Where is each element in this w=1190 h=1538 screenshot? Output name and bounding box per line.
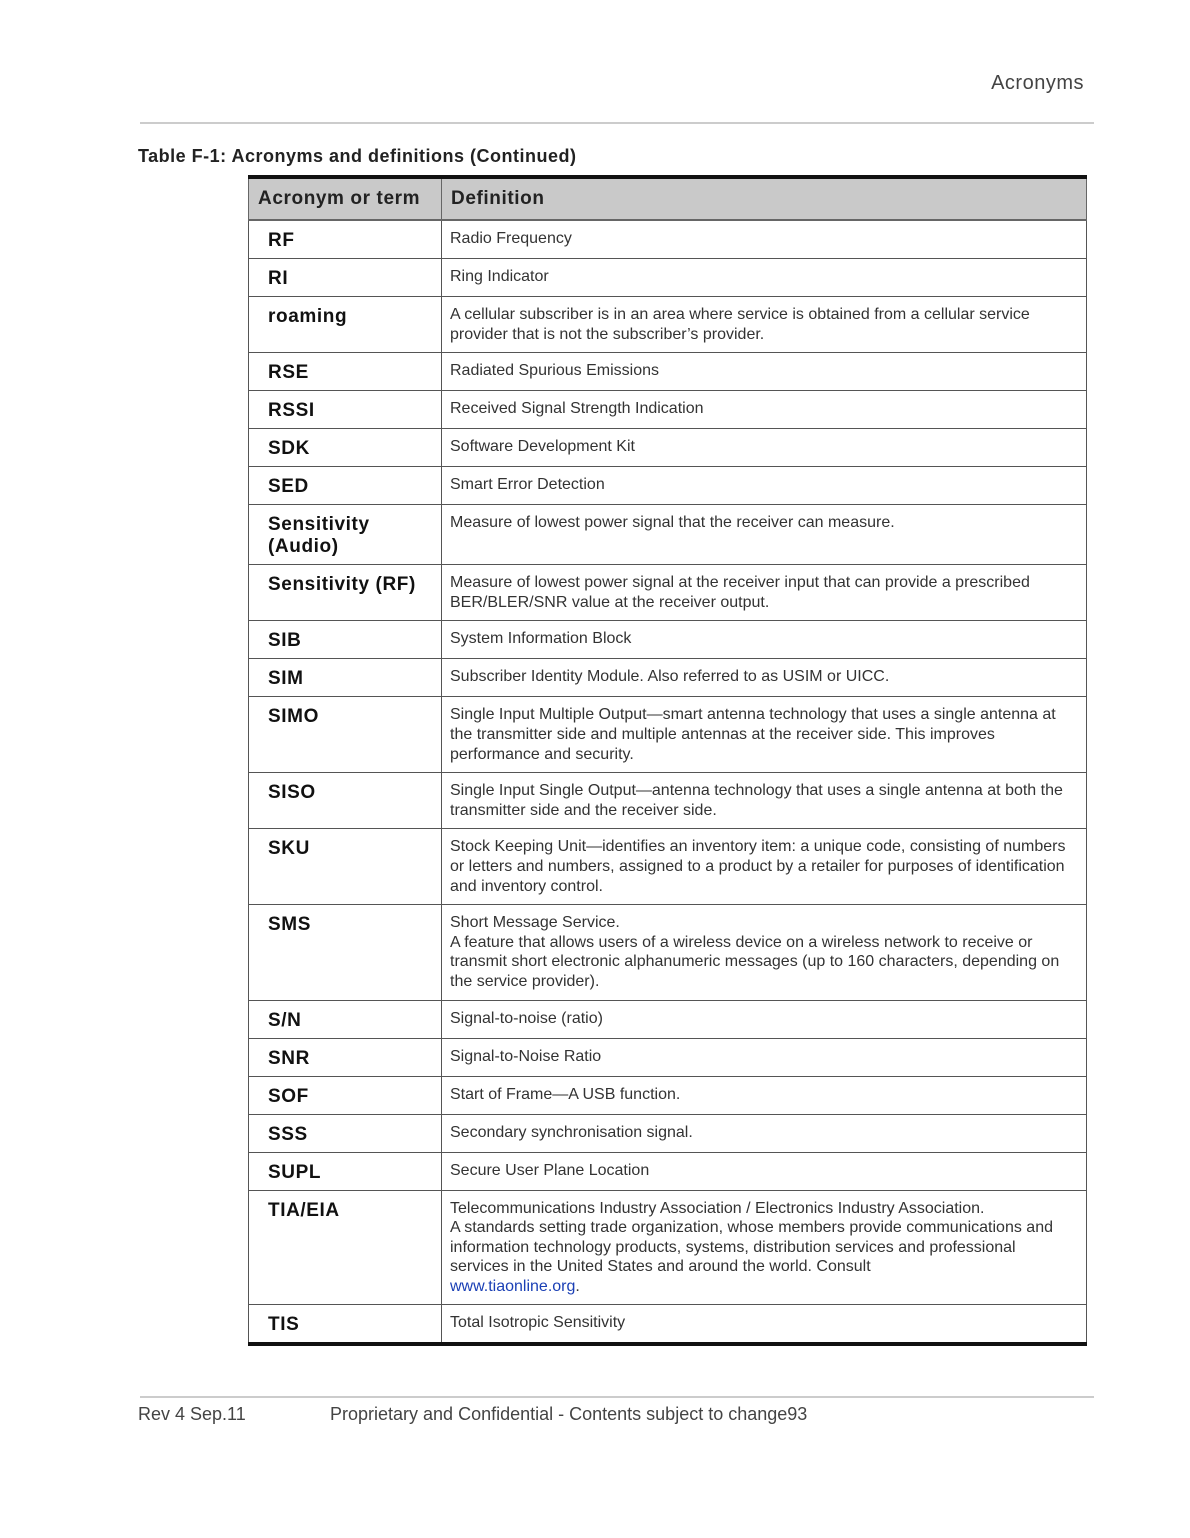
definition-text: Single Input Multiple Output—smart antenna technology that uses a single antenna at the transmitter side and multiple antennas at the receiver side. This improves performance and security. xyxy=(450,706,1056,763)
definition-text: Signal-to-noise (ratio) xyxy=(450,1009,603,1027)
table-row xyxy=(249,1114,1087,1152)
definition-text: Start of Frame—A USB function. xyxy=(450,1085,681,1103)
acronym-term: SNR xyxy=(249,1038,442,1076)
table-row xyxy=(249,1076,1087,1114)
acronym-term: SISO xyxy=(249,773,442,829)
definition-text: Stock Keeping Unit—identifies an inventory item: a unique code, consisting of numbers or letters and numbers, assigned to a product by a retailer for purposes of identification and inventory control. xyxy=(450,838,1066,895)
footer-divider xyxy=(140,1396,1094,1398)
acronym-definition xyxy=(442,621,1087,659)
footer-revision: Rev 4 Sep.11 xyxy=(138,1404,246,1424)
acronym-term: RI xyxy=(249,259,442,297)
acronym-definition xyxy=(442,1190,1087,1305)
definition-text: Received Signal Strength Indication xyxy=(450,400,704,418)
table-row xyxy=(249,1305,1087,1345)
acronym-term: SIM xyxy=(249,659,442,697)
acronym-definition xyxy=(442,1000,1087,1038)
acronym-definition xyxy=(442,1076,1087,1114)
acronym-definition xyxy=(442,259,1087,297)
acronym-definition xyxy=(442,1152,1087,1190)
definition-text: Short Message Service. xyxy=(450,914,620,932)
definition-text: Radio Frequency xyxy=(450,230,572,247)
acronym-definition xyxy=(442,505,1087,565)
acronym-definition xyxy=(442,353,1087,391)
definition-text: Software Development Kit xyxy=(450,438,635,456)
definition-text: Secure User Plane Location xyxy=(450,1161,650,1179)
definition-text: Subscriber Identity Module. Also referred to as USIM or UICC. xyxy=(450,668,890,686)
footer-notice: Proprietary and Confidential - Contents subject to change93 xyxy=(330,1404,808,1424)
acronym-definition xyxy=(442,297,1087,353)
acronym-term: TIS xyxy=(249,1305,442,1345)
table-row xyxy=(249,429,1087,467)
acronym-term: SSS xyxy=(249,1114,442,1152)
definition-text: Secondary synchronisation signal. xyxy=(450,1123,693,1141)
acronym-definition xyxy=(442,467,1087,505)
table-row xyxy=(249,1000,1087,1038)
acronym-term: Sensitivity (RF) xyxy=(249,565,442,621)
header-divider xyxy=(140,122,1094,124)
table-row xyxy=(249,353,1087,391)
acronym-definition xyxy=(442,220,1087,259)
table-caption: Table F-1: Acronyms and definitions (Continued) xyxy=(138,146,577,166)
table-row xyxy=(249,259,1087,297)
acronym-term: RSSI xyxy=(249,391,442,429)
table-row xyxy=(249,621,1087,659)
definition-text: A standards setting trade organization, whose members provide communications and information technology products, systems, distribution services and professional services in the United States and around the world. Consult xyxy=(450,1219,1053,1276)
table-row xyxy=(249,297,1087,353)
table-row xyxy=(249,1038,1087,1076)
acronym-definition xyxy=(442,1305,1087,1345)
acronym-definition xyxy=(442,697,1087,773)
tiaonline-link[interactable]: www.tiaonline.org xyxy=(450,1277,576,1295)
table-row xyxy=(249,697,1087,773)
acronym-term: SIMO xyxy=(249,697,442,773)
acronym-term: SUPL xyxy=(249,1152,442,1190)
acronym-definition xyxy=(442,829,1087,905)
table-row xyxy=(249,565,1087,621)
acronym-term: SKU xyxy=(249,829,442,905)
acronym-definition xyxy=(442,905,1087,1000)
definition-text: Ring Indicator xyxy=(450,268,549,285)
table-row xyxy=(249,391,1087,429)
acronym-term: TIA/EIA xyxy=(249,1190,442,1305)
definition-text: Radiated Spurious Emissions xyxy=(450,362,659,380)
column-header-term: Acronym or term xyxy=(249,177,442,220)
acronym-term: SIB xyxy=(249,621,442,659)
acronym-definition xyxy=(442,659,1087,697)
table-body xyxy=(249,220,1087,1344)
table-row xyxy=(249,220,1087,259)
acronym-term: S/N xyxy=(249,1000,442,1038)
column-header-definition: Definition xyxy=(442,177,1087,220)
acronym-term: RF xyxy=(249,220,442,259)
table-row xyxy=(249,773,1087,829)
table-header-row xyxy=(249,177,1087,220)
acronym-definition xyxy=(442,565,1087,621)
table-row xyxy=(249,1152,1087,1190)
acronyms-table-container xyxy=(248,175,1086,1346)
table-row xyxy=(249,659,1087,697)
definition-text: Signal-to-Noise Ratio xyxy=(450,1047,602,1065)
acronym-definition xyxy=(442,773,1087,829)
acronym-definition xyxy=(442,391,1087,429)
acronym-term: Sensitivity (Audio) xyxy=(249,505,442,565)
acronym-term: SMS xyxy=(249,905,442,1000)
definition-text: System Information Block xyxy=(450,630,632,648)
table-row xyxy=(249,905,1087,1000)
table-row xyxy=(249,829,1087,905)
definition-text: A feature that allows users of a wireless device on a wireless network to receive or transmit short electronic alphanumeric messages (up to 160 characters, depending on the service provider). xyxy=(450,933,1060,990)
link-suffix: . xyxy=(575,1277,580,1295)
definition-text: A cellular subscriber is in an area where service is obtained from a cellular service provider that is not the subscriber’s provider. xyxy=(450,306,1030,343)
definition-text: Single Input Single Output—antenna technology that uses a single antenna at both the transmitter side and the receiver side. xyxy=(450,782,1063,819)
definition-link-line xyxy=(450,1277,1078,1297)
acronym-term: SED xyxy=(249,467,442,505)
acronym-definition xyxy=(442,429,1087,467)
acronym-term: SOF xyxy=(249,1076,442,1114)
acronym-term: RSE xyxy=(249,353,442,391)
page-section-header: Acronyms xyxy=(991,72,1084,94)
definition-text: Measure of lowest power signal that the receiver can measure. xyxy=(450,514,895,532)
definition-text: Smart Error Detection xyxy=(450,476,605,494)
table-row xyxy=(249,505,1087,565)
acronym-term: SDK xyxy=(249,429,442,467)
acronyms-table xyxy=(248,175,1087,1346)
definition-text: Total Isotropic Sensitivity xyxy=(450,1314,626,1332)
acronym-definition xyxy=(442,1038,1087,1076)
table-row xyxy=(249,467,1087,505)
acronym-definition xyxy=(442,1114,1087,1152)
table-row xyxy=(249,1190,1087,1305)
definition-text: Measure of lowest power signal at the receiver input that can provide a prescribed BER/BLER/SNR value at the receiver output. xyxy=(450,574,1030,611)
acronym-term: roaming xyxy=(249,297,442,353)
definition-text: Telecommunications Industry Association / Electronics Industry Association. xyxy=(450,1199,985,1217)
